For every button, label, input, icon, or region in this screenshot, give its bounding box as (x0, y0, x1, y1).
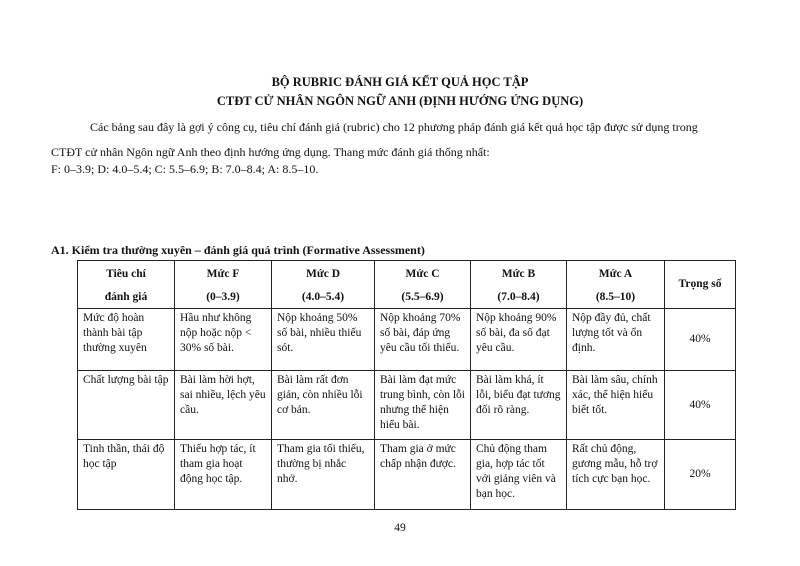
header-criterion: Tiêu chí đánh giá (78, 261, 175, 309)
header-weight: Trọng số (665, 261, 736, 309)
criterion-cell: Mức độ hoàn thành bài tập thường xuyên (78, 309, 175, 371)
level-f-cell: Thiếu hợp tác, ít tham gia hoạt động học tập. (175, 440, 272, 510)
table-row (78, 440, 736, 510)
level-d-cell: Bài làm rất đơn giản, còn nhiều lỗi cơ bản. (272, 371, 375, 440)
header-level-d: Mức D (4.0–5.4) (272, 261, 375, 309)
grading-scale: F: 0–3.9; D: 4.0–5.4; C: 5.5–6.9; B: 7.0–8.4; A: 8.5–10. (51, 162, 319, 176)
level-b-cell: Chủ động tham gia, hợp tác tốt với giảng viên và bạn học. (471, 440, 567, 510)
level-f-cell: Bài làm hời hợt, sai nhiều, lệch yêu cầu. (175, 371, 272, 440)
level-d-cell: Nộp khoảng 50% số bài, nhiều thiếu sót. (272, 309, 375, 371)
section-heading: A1. Kiểm tra thường xuyên – đánh giá quá trình (Formative Assessment) (51, 243, 425, 257)
header-level-c: Mức C (5.5–6.9) (375, 261, 471, 309)
criterion-cell: Tinh thần, thái độ học tập (78, 440, 175, 510)
rubric-table (77, 260, 736, 510)
level-a-cell: Nộp đầy đủ, chất lượng tốt và ổn định. (567, 309, 665, 371)
level-c-cell: Tham gia ở mức chấp nhận được. (375, 440, 471, 510)
document-title-line1: BỘ RUBRIC ĐÁNH GIÁ KẾT QUẢ HỌC TẬP (271, 75, 529, 89)
criterion-cell: Chất lượng bài tập (78, 371, 175, 440)
header-level-b: Mức B (7.0–8.4) (471, 261, 567, 309)
intro-paragraph (51, 119, 751, 160)
table-row (78, 309, 736, 371)
weight-cell: 40% (665, 309, 736, 371)
document-title-line2: CTĐT CỬ NHÂN NGÔN NGỮ ANH (ĐỊNH HƯỚNG ỨNG DỤNG) (216, 94, 584, 108)
intro-line1: Các bảng sau đây là gợi ý công cụ, tiêu chí đánh giá (rubric) cho 12 phương pháp đánh giá kết quả học tập được sử dụng trong (90, 120, 698, 134)
header-level-f: Mức F (0–3.9) (175, 261, 272, 309)
level-b-cell: Nộp khoảng 90% số bài, đa số đạt yêu cầu. (471, 309, 567, 371)
weight-cell: 20% (665, 440, 736, 510)
table-header-row (78, 261, 736, 309)
weight-cell: 40% (665, 371, 736, 440)
intro-line2: CTĐT cử nhân Ngôn ngữ Anh theo định hướng ứng dụng. Thang mức đánh giá thống nhất: (51, 145, 490, 159)
level-b-cell: Bài làm khá, ít lỗi, biểu đạt tương đối rõ ràng. (471, 371, 567, 440)
level-c-cell: Nộp khoảng 70% số bài, đáp ứng yêu cầu tối thiểu. (375, 309, 471, 371)
level-a-cell: Rất chủ động, gương mẫu, hỗ trợ tích cực bạn học. (567, 440, 665, 510)
header-level-a: Mức A (8.5–10) (567, 261, 665, 309)
level-c-cell: Bài làm đạt mức trung bình, còn lỗi nhưng thể hiện hiểu bài. (375, 371, 471, 440)
page-number: 49 (394, 522, 406, 534)
level-d-cell: Tham gia tối thiểu, thường bị nhắc nhở. (272, 440, 375, 510)
level-a-cell: Bài làm sâu, chính xác, thể hiện hiểu biết tốt. (567, 371, 665, 440)
level-f-cell: Hầu như không nộp hoặc nộp < 30% số bài. (175, 309, 272, 371)
table-row (78, 371, 736, 440)
